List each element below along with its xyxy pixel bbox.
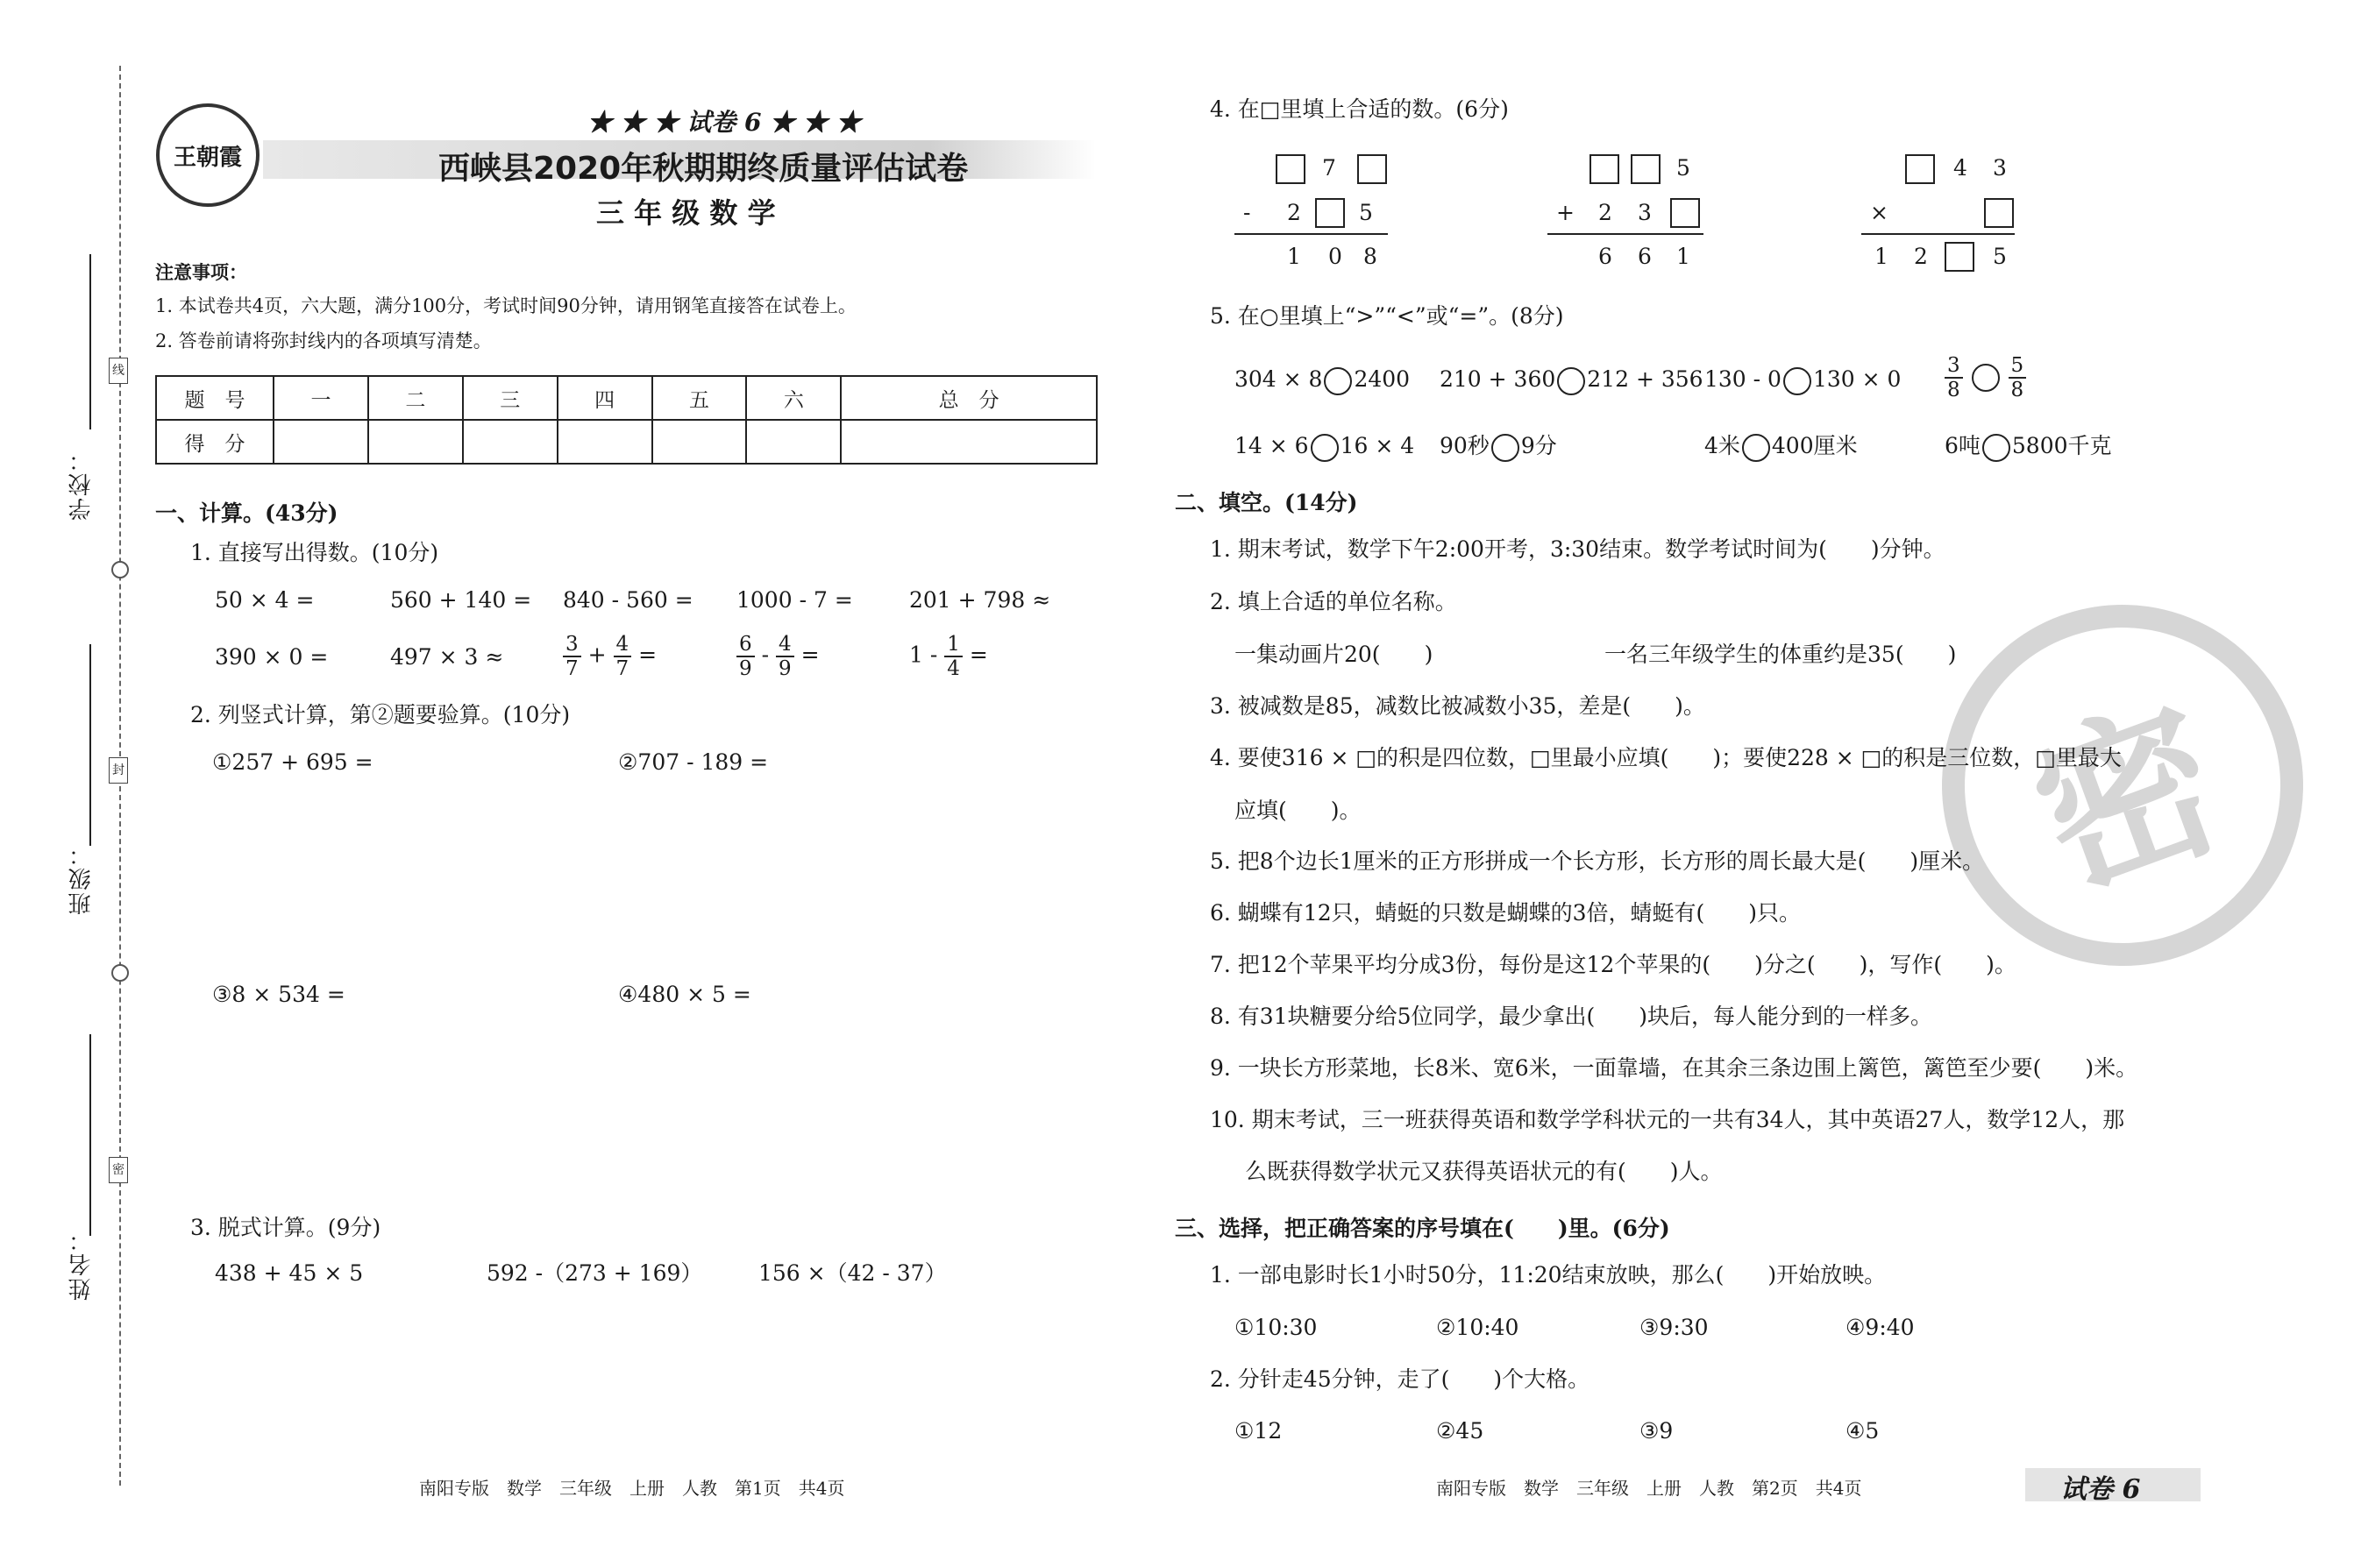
fraction: $\frac{3}{7}$ [563,633,581,680]
secret-watermark: 密 [1891,554,2354,1017]
digit: 1 [1874,244,1888,269]
fraction-calc-item: 1 - $\frac{1}{4}$ = [909,633,988,680]
vertical-calc-item: ①257 + 695 = [212,749,373,775]
answer-box[interactable] [1357,154,1387,184]
q4-title: 4. 在□里填上合适的数。(6分) [1210,96,1509,122]
paper-number: ★ ★ ★ 试卷 6 ★ ★ ★ [587,108,861,137]
score-cell[interactable] [463,420,558,464]
q1-title: 1. 直接写出得数。(10分) [190,540,439,565]
vertical-calc-item: ②707 - 189 = [618,749,769,775]
fill-item: 5. 把8个边长1厘米的正方形拼成一个长方形，长方形的周长最大是( )厘米。 [1210,848,1985,874]
score-header-cell: 总 分 [841,376,1097,420]
score-cell[interactable] [746,420,841,464]
q2-title: 2. 列竖式计算，第②题要验算。(10分) [190,702,571,727]
digit: 0 [1328,244,1342,269]
exam-subtitle: 三 年 级 数 学 [596,196,776,230]
score-table-header-row [156,376,1097,420]
fill-item: 4. 要使316 × □的积是四位数，□里最小应填( )；要使228 × □的积是三位数，□里最大 [1210,745,2122,770]
answer-box[interactable] [1670,198,1700,228]
fill-item: 8. 有31块糖要分给5位同学，最少拿出( )块后，每人能分到的一样多。 [1210,1004,1933,1029]
choice-option[interactable]: ②10:40 [1436,1315,1519,1340]
vertical-calc-item: ④480 × 5 = [618,982,751,1007]
compare-item [1945,354,2026,401]
choice-option[interactable]: ③9:30 [1639,1315,1709,1340]
seal-line-mark: 线 [109,358,128,384]
compare-circle[interactable] [1972,364,2000,392]
page-tag: 试卷 6 [2060,1474,2141,1505]
stepwise-calc-item: 438 + 45 × 5 [215,1260,364,1286]
digit: 2 [1598,200,1612,225]
fraction: $\frac{3}{8}$ [1945,354,1963,401]
part1-heading: 一、计算。(43分) [155,500,338,526]
fill-item: 10. 期末考试，三一班获得英语和数学学科状元的一共有34人，其中英语27人，数学12人，那 [1210,1107,2125,1132]
score-table-score-row [156,420,1097,464]
fill-item: 应填( )。 [1234,798,1362,823]
choice-option[interactable]: ③9 [1639,1418,1674,1444]
fraction-calc-item: $\frac{3}{7}$ + $\frac{4}{7}$ = [563,633,657,680]
operator: × [1870,200,1888,225]
answer-box[interactable] [1589,154,1619,184]
fill-item: 一名三年级学生的体重约是35( ) [1604,642,1957,667]
compare-item: 304 × 8 2400 [1234,366,1410,395]
q5-title: 5. 在○里填上“>”“<”或“=”。(8分) [1210,303,1564,329]
compare-circle[interactable] [1783,367,1811,395]
compare-item: 14 × 6 16 × 4 [1234,433,1414,462]
fraction: $\frac{1}{4}$ [944,633,963,680]
score-table [155,375,1098,465]
digit: 1 [1287,244,1301,269]
compare-item: 90秒 9分 [1440,433,1557,462]
fill-item: 一集动画片20( ) [1234,642,1433,667]
binding-ring-icon [111,561,129,578]
score-header-cell: 六 [746,376,841,420]
compare-item: 210 + 360 212 + 356 [1440,366,1703,395]
calc-item: 497 × 3 ≈ [390,644,504,670]
compare-circle[interactable] [1491,434,1519,462]
fraction: $\frac{6}{9}$ [736,633,755,680]
choice-option[interactable]: ④9:40 [1846,1315,1915,1340]
score-header-cell: 二 [368,376,463,420]
digit: 5 [1359,200,1373,225]
choice-option[interactable]: ④5 [1846,1418,1880,1444]
rule-line [1861,233,2015,235]
choice-option[interactable]: ①10:30 [1234,1315,1318,1340]
fill-item: 6. 蝴蝶有12只，蜻蜓的只数是蝴蝶的3倍，蜻蜓有( )只。 [1210,900,1802,926]
score-cell[interactable] [274,420,368,464]
choice-question: 1. 一部电影时长1小时50分，11:20结束放映，那么( )开始放映。 [1210,1262,1887,1288]
score-cell[interactable] [652,420,747,464]
compare-item: 4米 400厘米 [1704,433,1858,462]
answer-box[interactable] [1315,198,1345,228]
seal-secret-mark: 密 [109,1157,128,1183]
score-row-label: 得 分 [156,420,274,464]
fill-item: 么既获得数学状元又获得英语状元的有( )人。 [1245,1159,1723,1184]
compare-item: 6吨 5800千克 [1945,433,2112,462]
digit: 6 [1598,244,1612,269]
stepwise-calc-item: 592 -（273 + 169） [487,1260,703,1286]
calc-item: 560 + 140 = [390,587,532,613]
score-cell[interactable] [368,420,463,464]
fill-item: 2. 填上合适的单位名称。 [1210,589,1457,614]
score-header-cell: 四 [558,376,652,420]
name-label: 姓名： [68,1227,95,1301]
part3-heading: 三、选择，把正确答案的序号填在( )里。(6分) [1175,1216,1670,1241]
notes-item: 1. 本试卷共4页，六大题，满分100分，考试时间90分钟，请用钢笔直接答在试卷上。 [155,295,857,316]
calc-item: 201 + 798 ≈ [909,587,1051,613]
compare-circle[interactable] [1311,434,1339,462]
name-write-line[interactable] [89,1034,91,1236]
fraction: $\frac{5}{8}$ [2009,354,2027,401]
vertical-calc-item: ③8 × 534 = [212,982,345,1007]
fill-item: 7. 把12个苹果平均分成3份，每份是这12个苹果的( )分之( )，写作( )。 [1210,952,2016,977]
compare-circle[interactable] [1324,367,1352,395]
digit: 6 [1638,244,1652,269]
class-write-line[interactable] [89,644,91,846]
fill-item: 1. 期末考试，数学下午2:00开考，3:30结束。数学考试时间为( )分钟。 [1210,536,1945,562]
rule-line [1234,233,1388,235]
digit: 2 [1914,244,1928,269]
score-header-cell: 一 [274,376,368,420]
notes-item: 2. 答卷前请将弥封线内的各项填写清楚。 [155,330,492,351]
score-cell[interactable] [841,420,1097,464]
digit: 7 [1322,155,1336,181]
footer-right: 南阳专版 数学 三年级 上册 人教 第2页 共4页 [1436,1478,1862,1499]
calc-item: 840 - 560 = [563,587,693,613]
stepwise-calc-item: 156 ×（42 - 37） [758,1260,947,1286]
seal-seal-mark: 封 [109,757,128,784]
calc-item: 50 × 4 = [215,587,315,613]
digit: 2 [1287,200,1301,225]
fill-item: 3. 被减数是85，减数比被减数小35，差是( )。 [1210,693,1705,719]
part2-heading: 二、填空。(14分) [1175,490,1358,515]
operator: + [1556,200,1575,225]
answer-box[interactable] [1984,198,2014,228]
digit: 5 [1676,155,1690,181]
calc-item: 390 × 0 = [215,644,329,670]
answer-box[interactable] [1631,154,1661,184]
digit: 3 [1638,200,1652,225]
compare-item: 130 - 0 130 × 0 [1704,366,1901,395]
school-label: 学校： [68,447,95,521]
compare-circle[interactable] [1742,434,1770,462]
compare-circle[interactable] [1982,434,2010,462]
fill-item: 9. 一块长方形菜地，长8米、宽6米，一面靠墙，在其余三条边围上篱笆，篱笆至少要( )米。 [1210,1055,2138,1081]
operator: - [1243,200,1251,225]
digit: 8 [1363,244,1377,269]
choice-option[interactable]: ②45 [1436,1418,1484,1444]
score-header-cell: 五 [652,376,747,420]
q3-title: 3. 脱式计算。(9分) [190,1215,381,1240]
digit: 1 [1676,244,1690,269]
digit: 3 [1993,155,2007,181]
fraction-calc-item: $\frac{6}{9}$ - $\frac{4}{9}$ = [736,633,820,680]
score-header-cell: 题 号 [156,376,274,420]
digit: 4 [1953,155,1967,181]
compare-circle[interactable] [1557,367,1585,395]
class-label: 班级： [68,841,95,915]
score-header-cell: 三 [463,376,558,420]
choice-question: 2. 分针走45分钟，走了( )个大格。 [1210,1366,1590,1392]
answer-box[interactable] [1905,154,1935,184]
footer-left: 南阳专版 数学 三年级 上册 人教 第1页 共4页 [419,1478,845,1499]
binding-ring-icon [111,964,129,982]
answer-box[interactable] [1276,154,1305,184]
choice-option[interactable]: ①12 [1234,1418,1283,1444]
notes-heading: 注意事项： [155,261,247,283]
exam-title: 西峡县2020年秋期期终质量评估试卷 [438,151,969,187]
school-write-line[interactable] [89,254,91,429]
calc-item: 1000 - 7 = [736,587,853,613]
fraction: $\frac{4}{7}$ [614,633,632,680]
rule-line [1547,233,1703,235]
fraction: $\frac{4}{9}$ [776,633,794,680]
digit: 5 [1993,244,2007,269]
brand-logo: 王朝霞 [156,103,260,207]
score-cell[interactable] [558,420,652,464]
answer-box[interactable] [1945,242,1974,272]
